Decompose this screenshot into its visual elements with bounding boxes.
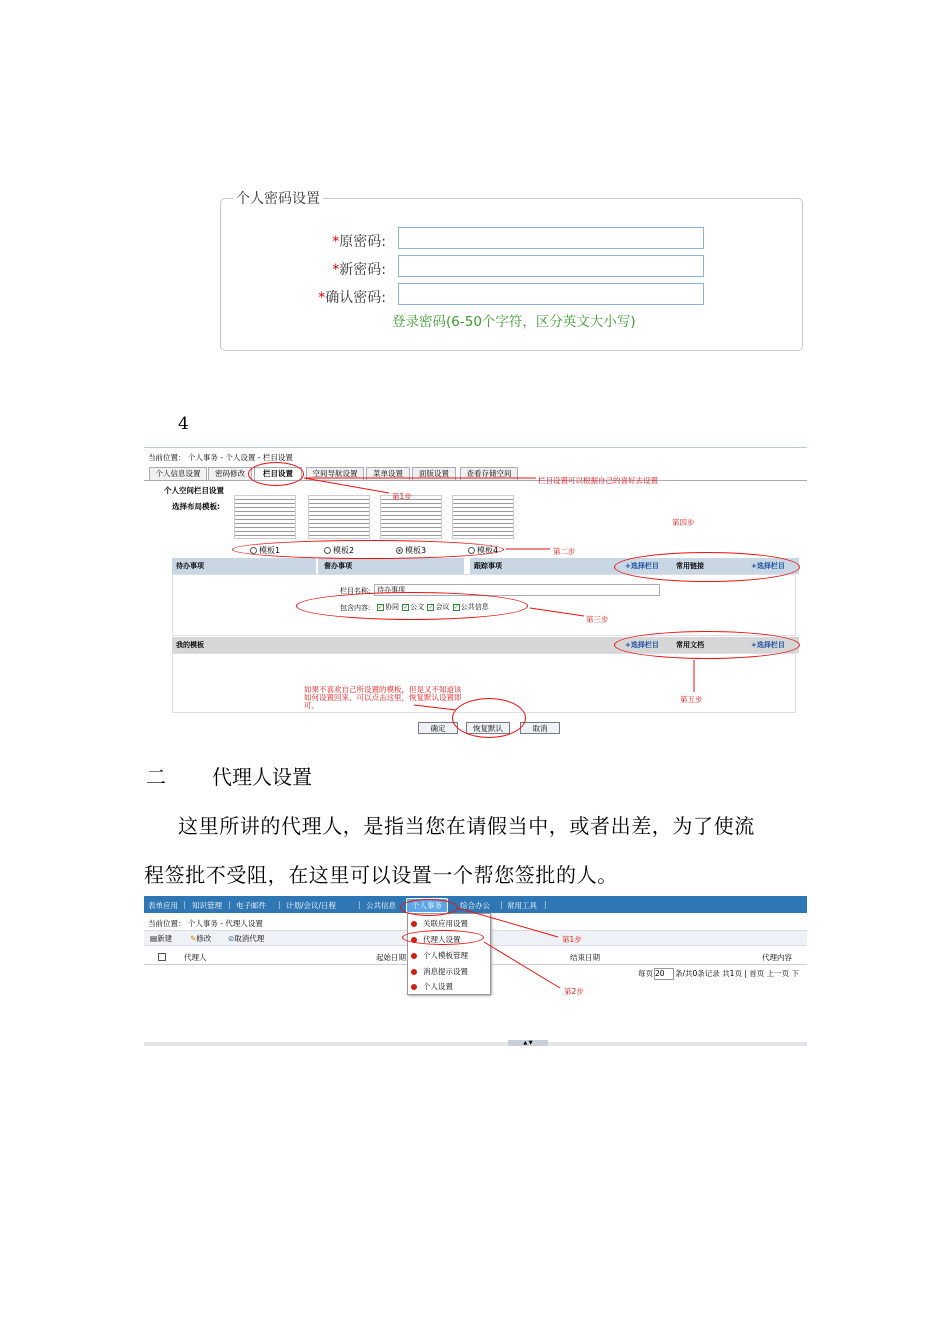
- tab-column-settings[interactable]: 栏目设置: [254, 467, 302, 481]
- annotation-note-top: 栏目设置可以根据自己的喜好去设置: [538, 476, 658, 485]
- tab-panel-settings[interactable]: 面版设置: [412, 467, 456, 481]
- password-hint: 登录密码(6-50个字符，区分英文大小写): [392, 314, 636, 330]
- checkbox-meeting[interactable]: ✓ 会议: [428, 603, 450, 611]
- checkbox-cooperation[interactable]: ✓ 协同: [378, 603, 399, 611]
- template-3-radio[interactable]: 模板3: [396, 545, 426, 556]
- column-proxy[interactable]: 代理人: [184, 953, 207, 962]
- annotation-step1: 第1步: [562, 935, 582, 944]
- old-password-label: *原密码:: [332, 234, 386, 250]
- template-2-radio[interactable]: 模板2: [324, 545, 354, 556]
- annotation-step1: 第1步: [392, 492, 412, 501]
- nav-tools[interactable]: 常用工具: [507, 901, 537, 910]
- panel-todo: 待办事项: [172, 558, 316, 574]
- breadcrumb: 当前位置： 个人事务 - 代理人设置: [148, 919, 263, 928]
- confirm-password-label: *确认密码:: [318, 290, 386, 306]
- tab-menu-settings[interactable]: 菜单设置: [366, 467, 410, 481]
- column-name-input[interactable]: 待办事项: [374, 584, 660, 596]
- select-column-button-3[interactable]: +选择栏目: [622, 637, 673, 653]
- tab-password[interactable]: 密码修改: [208, 467, 252, 481]
- annotation-step4: 第四步: [672, 518, 695, 527]
- proxy-settings-screenshot: [144, 896, 807, 1048]
- checkbox-public-info[interactable]: ✓ 公共信息: [453, 603, 489, 611]
- column-name-label: 栏目名称:: [340, 587, 371, 595]
- menu-template-mgmt[interactable]: 个人模板管理: [411, 950, 468, 961]
- select-column-button-2[interactable]: +选择栏目: [748, 558, 799, 574]
- tab-storage[interactable]: 查看存储空间: [460, 467, 518, 481]
- per-page-input[interactable]: 20: [654, 968, 674, 980]
- annotation-arrows: [144, 448, 807, 739]
- panel-common-docs: 常用文档: [672, 637, 748, 653]
- column-proxy-content[interactable]: 代理内容: [762, 953, 792, 962]
- column-end-date[interactable]: 结束日期: [570, 953, 600, 962]
- page-number: 4: [178, 414, 189, 434]
- annotation-restore-note: 如果不喜欢自己所设置的模板，但是又不知道该如何设置回来，可以点击这里，恢复默认设置即可。: [304, 685, 462, 710]
- top-nav-bar: 表单应用 | 知识管理 | 电子邮件 | 计划/会议/日程 | 公共信息 个人事务 综合办公 | 常用工具 |: [144, 896, 807, 913]
- panel-common-links: 常用链接: [672, 558, 748, 574]
- checkbox-official-doc[interactable]: ✓ 公文: [403, 603, 425, 611]
- contains-label: 包含内容:: [340, 604, 371, 612]
- nav-plan[interactable]: 计划/会议/日程: [286, 901, 337, 910]
- panel-tracking: 跟踪事项: [470, 558, 624, 574]
- nav-forms[interactable]: 表单应用: [148, 901, 178, 910]
- menu-message-alerts[interactable]: 消息提示设置: [411, 966, 468, 977]
- restore-default-button[interactable]: 恢复默认: [466, 722, 510, 734]
- section-number: 二: [146, 765, 166, 789]
- new-password-label: *新密码:: [332, 262, 386, 278]
- paragraph-line-2: 程签批不受阻，在这里可以设置一个帮您签批的人。: [144, 863, 618, 887]
- confirm-password-input[interactable]: [398, 283, 704, 305]
- edit-icon: ✎: [190, 934, 197, 943]
- panel-supervise: 督办事项: [318, 558, 464, 574]
- splitter-handle[interactable]: ▲ ▼: [508, 1040, 548, 1046]
- annotation-step5: 第五步: [680, 695, 703, 704]
- nav-office[interactable]: 综合办公: [460, 901, 490, 910]
- menu-proxy-settings[interactable]: 代理人设置: [411, 934, 461, 945]
- select-column-button-4[interactable]: +选择栏目: [748, 637, 799, 653]
- pagination: 每页 20 条/共0条记录 共1页 | 首页 上一页 下: [638, 969, 800, 978]
- confirm-button[interactable]: 确定: [418, 722, 458, 734]
- new-icon: ▤: [150, 934, 158, 943]
- menu-linked-apps[interactable]: 关联应用设置: [411, 918, 468, 929]
- bottom-splitter[interactable]: [144, 1042, 807, 1046]
- template-1-radio[interactable]: 模板1: [250, 545, 280, 556]
- paragraph-line-1: 这里所讲的代理人，是指当您在请假当中，或者出差，为了使流: [178, 814, 755, 838]
- section-title: 个人空间栏目设置: [164, 486, 224, 495]
- nav-public-info[interactable]: 公共信息: [366, 901, 396, 910]
- cancel-icon: ⊘: [228, 934, 235, 943]
- template-4-radio[interactable]: 模板4: [468, 545, 498, 556]
- nav-knowledge[interactable]: 知识管理: [192, 901, 222, 910]
- tab-personal-info[interactable]: 个人信息设置: [149, 467, 207, 481]
- password-settings-legend: 个人密码设置: [233, 188, 323, 208]
- new-button[interactable]: ▤新建: [150, 934, 173, 943]
- cancel-proxy-button[interactable]: ⊘取消代理: [228, 934, 265, 943]
- column-start-date[interactable]: 起始日期: [376, 953, 406, 962]
- annotation-step2: 第二步: [553, 547, 576, 556]
- tab-space-nav[interactable]: 空间导航设置: [306, 467, 364, 481]
- select-column-button-1[interactable]: +选择栏目: [622, 558, 673, 574]
- annotation-step3: 第三步: [586, 615, 609, 624]
- menu-personal-settings[interactable]: 个人设置: [411, 981, 453, 992]
- nav-email[interactable]: 电子邮件: [236, 901, 266, 910]
- layout-label: 选择布局模板:: [172, 502, 220, 511]
- cancel-button[interactable]: 取消: [520, 722, 560, 734]
- column-settings-screenshot: [144, 447, 807, 739]
- breadcrumb: 当前位置： 个人事务 - 个人设置 - 栏目设置: [148, 453, 293, 462]
- nav-personal-affairs[interactable]: 个人事务: [406, 898, 448, 913]
- annotation-step2: 第2步: [564, 987, 584, 996]
- annotation-arrows: [144, 896, 807, 1048]
- panel-my-template: 我的模板: [172, 637, 622, 653]
- new-password-input[interactable]: [398, 255, 704, 277]
- old-password-input[interactable]: [398, 227, 704, 249]
- section-title: 代理人设置: [212, 765, 312, 789]
- edit-button[interactable]: ✎修改: [190, 934, 212, 943]
